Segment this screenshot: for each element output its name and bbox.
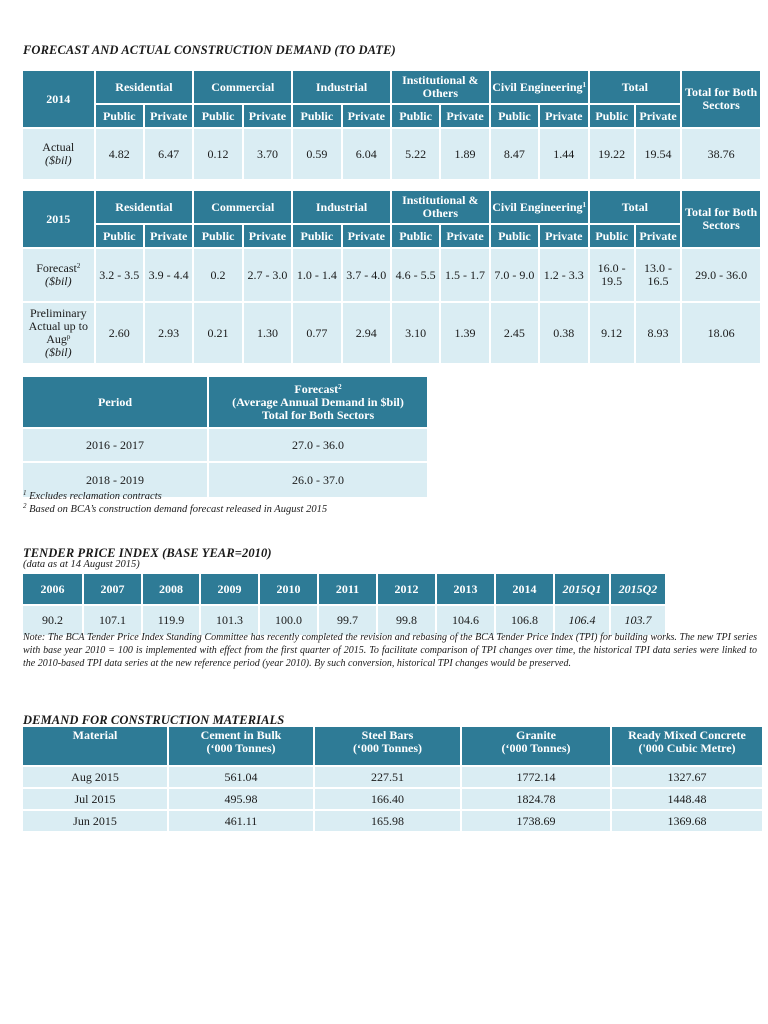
value-cell: 1448.48: [612, 789, 762, 809]
value-cell: 1.2 - 3.3: [540, 249, 587, 301]
tpi-quarter-header: 2015Q2: [611, 574, 665, 604]
tpi-quarter-header: 2015Q1: [555, 574, 609, 604]
value-cell: 1369.68: [612, 811, 762, 831]
total-both-header: Total for Both Sectors: [682, 191, 760, 247]
value-cell: 6.04: [343, 129, 390, 179]
footnote-mark: 2: [76, 262, 81, 270]
demand-table-2015: [21, 189, 762, 365]
subheader-private: Private: [145, 225, 192, 247]
tpi-table: [21, 572, 667, 637]
value-cell: 1772.14: [462, 767, 610, 787]
value-cell: 3.9 - 4.4: [145, 249, 192, 301]
section-title-materials: DEMAND FOR CONSTRUCTION MATERIALS: [23, 713, 285, 727]
subheader-public: Public: [590, 105, 634, 127]
row-label: [23, 129, 94, 179]
tpi-year-header: 2008: [143, 574, 199, 604]
subheader-public: Public: [293, 105, 340, 127]
granite-header: Granite (‘000 Tonnes): [462, 727, 610, 765]
tpi-year-header: 2010: [260, 574, 317, 604]
value-cell: 19.54: [636, 129, 680, 179]
subheader-public: Public: [590, 225, 634, 247]
row-label-text: Forecast$^2$: [36, 261, 81, 275]
table-row: [23, 249, 760, 301]
forecast-header-label: Forecast: [294, 381, 339, 396]
row-unit: ($bil): [44, 274, 72, 288]
period-forecast-table: [21, 375, 429, 499]
year-header: 2014: [23, 71, 94, 127]
demand-table-2014: [21, 69, 762, 181]
table-row: [23, 767, 762, 787]
subheader-public: Public: [293, 225, 340, 247]
category-label: Civil Engineering: [492, 199, 583, 214]
value-cell: 1327.67: [612, 767, 762, 787]
subheader-public: Public: [392, 105, 439, 127]
total-both-header: Total for Both Sectors: [682, 71, 760, 127]
subheader-private: Private: [441, 105, 488, 127]
period-cell: 2018 - 2019: [23, 463, 207, 497]
value-cell: 5.22: [392, 129, 439, 179]
tpi-note: Note: The BCA Tender Price Index Standing Committee has recently completed the revision and rebasing of the BCA Tender Price Index (TPI) for building works. The new TPI series with base year 2010 = 100 is implemented with effect from the first quarter of 2015. To facilitate comparison of TPI changes over time, the historical TPI data series were linked to the 2010-based TPI data series at the new reference period (year 2010). By such conversion, historical TPI changes would be preserved.: [23, 632, 757, 670]
category-header: Residential: [96, 191, 193, 223]
category-header: Total: [590, 71, 681, 103]
tpi-value: 101.3: [201, 606, 258, 635]
row-label: [23, 303, 94, 363]
tpi-year-header: 2014: [496, 574, 553, 604]
row-unit: ($bil): [44, 345, 72, 359]
value-cell: 3.10: [392, 303, 439, 363]
value-cell: 18.06: [682, 303, 760, 363]
value-cell: 26.0 - 37.0: [209, 463, 427, 497]
tpi-value: 99.7: [319, 606, 376, 635]
tpi-year-header: 2007: [84, 574, 141, 604]
value-cell: 0.77: [293, 303, 340, 363]
tpi-year-header: 2006: [23, 574, 82, 604]
tpi-value: 100.0: [260, 606, 317, 635]
subheader-private: Private: [343, 105, 390, 127]
value-cell: 3.70: [244, 129, 291, 179]
value-cell: 0.2: [194, 249, 241, 301]
period-header: Period: [23, 377, 207, 427]
value-cell: 166.40: [315, 789, 460, 809]
value-cell: 561.04: [169, 767, 313, 787]
forecast-header-total: Total for Both Sectors: [261, 407, 375, 422]
concrete-header: Ready Mixed Concrete ('000 Cubic Metre): [612, 727, 762, 765]
row-label: [23, 249, 94, 301]
steel-header: Steel Bars (‘000 Tonnes): [315, 727, 460, 765]
subheader-public: Public: [392, 225, 439, 247]
value-cell: 13.0 - 16.5: [636, 249, 680, 301]
subheader-private: Private: [441, 225, 488, 247]
forecast-header-subtitle: (Average Annual Demand in $bil): [232, 394, 404, 409]
subheader-private: Private: [145, 105, 192, 127]
tpi-value: 107.1: [84, 606, 141, 635]
year-header: 2015: [23, 191, 94, 247]
tpi-year-header: 2009: [201, 574, 258, 604]
value-cell: 19.22: [590, 129, 634, 179]
value-cell: 227.51: [315, 767, 460, 787]
category-header: Commercial: [194, 191, 291, 223]
value-cell: 3.2 - 3.5: [96, 249, 143, 301]
value-cell: 165.98: [315, 811, 460, 831]
forecast-header: [209, 377, 427, 427]
value-cell: 38.76: [682, 129, 760, 179]
table-row: [23, 811, 762, 831]
value-cell: 1.5 - 1.7: [441, 249, 488, 301]
subheader-private: Private: [540, 105, 587, 127]
value-cell: 0.38: [540, 303, 587, 363]
table-row: [23, 129, 760, 179]
category-header: Total: [590, 191, 681, 223]
tpi-year-header: 2013: [437, 574, 494, 604]
subheader-public: Public: [96, 105, 143, 127]
category-header: Industrial: [293, 191, 390, 223]
subheader-private: Private: [636, 105, 680, 127]
value-cell: 2.60: [96, 303, 143, 363]
footnote-mark: 1: [582, 80, 587, 89]
tpi-year-header: 2012: [378, 574, 435, 604]
tpi-value: 106.8: [496, 606, 553, 635]
subheader-private: Private: [244, 225, 291, 247]
subheader-public: Public: [491, 225, 538, 247]
subheader-private: Private: [540, 225, 587, 247]
value-cell: 461.11: [169, 811, 313, 831]
category-header: Institutional & Others: [392, 71, 489, 103]
value-cell: 0.12: [194, 129, 241, 179]
footnote-mark: p: [66, 333, 71, 341]
row-unit: ($bil): [44, 153, 72, 167]
value-cell: 2.93: [145, 303, 192, 363]
tpi-value: 90.2: [23, 606, 82, 635]
subheader-public: Public: [194, 105, 241, 127]
subheader-private: Private: [636, 225, 680, 247]
value-cell: 1.0 - 1.4: [293, 249, 340, 301]
footnote-mark: 2: [338, 382, 342, 391]
section-title-tpi: TENDER PRICE INDEX (BASE YEAR=2010): [23, 546, 272, 560]
footnote-mark: 1: [582, 200, 587, 209]
value-cell: 495.98: [169, 789, 313, 809]
month-cell: Jun 2015: [23, 811, 167, 831]
row-label-text: Actual: [42, 140, 75, 154]
value-cell: 29.0 - 36.0: [682, 249, 760, 301]
subheader-public: Public: [491, 105, 538, 127]
value-cell: 27.0 - 36.0: [209, 429, 427, 461]
month-cell: Jul 2015: [23, 789, 167, 809]
table-row: [23, 429, 427, 461]
value-cell: 3.7 - 4.0: [343, 249, 390, 301]
category-header: Residential: [96, 71, 193, 103]
tpi-subtitle: (data as at 14 August 2015): [23, 559, 140, 570]
value-cell: 2.7 - 3.0: [244, 249, 291, 301]
value-cell: 8.93: [636, 303, 680, 363]
value-cell: 6.47: [145, 129, 192, 179]
tpi-value: 119.9: [143, 606, 199, 635]
category-header: Commercial: [194, 71, 291, 103]
category-header: [491, 71, 588, 103]
tpi-value: 104.6: [437, 606, 494, 635]
category-label: Civil Engineering: [492, 79, 583, 94]
tpi-value: 103.7: [611, 606, 665, 635]
value-cell: 1824.78: [462, 789, 610, 809]
value-cell: 1.39: [441, 303, 488, 363]
month-cell: Aug 2015: [23, 767, 167, 787]
value-cell: 7.0 - 9.0: [491, 249, 538, 301]
value-cell: 1.89: [441, 129, 488, 179]
category-header: [491, 191, 588, 223]
section-title-forecast-demand: FORECAST AND ACTUAL CONSTRUCTION DEMAND (TO DATE): [23, 43, 396, 57]
materials-table: [21, 725, 764, 833]
value-cell: 0.59: [293, 129, 340, 179]
table-row: [23, 789, 762, 809]
value-cell: 1.30: [244, 303, 291, 363]
subheader-private: Private: [244, 105, 291, 127]
table-row: [23, 303, 760, 363]
value-cell: 1738.69: [462, 811, 610, 831]
footnote: $^2$ Based on BCA’s construction demand forecast released in August 2015: [23, 502, 328, 515]
tpi-value: 106.4: [555, 606, 609, 635]
period-cell: 2016 - 2017: [23, 429, 207, 461]
tpi-year-header: 2011: [319, 574, 376, 604]
subheader-public: Public: [194, 225, 241, 247]
value-cell: 0.21: [194, 303, 241, 363]
value-cell: 16.0 - 19.5: [590, 249, 634, 301]
tpi-value: 99.8: [378, 606, 435, 635]
footnote: $^1$ Excludes reclamation contracts: [23, 489, 162, 502]
value-cell: 1.44: [540, 129, 587, 179]
category-header: Institutional & Others: [392, 191, 489, 223]
subheader-private: Private: [343, 225, 390, 247]
value-cell: 9.12: [590, 303, 634, 363]
value-cell: 4.6 - 5.5: [392, 249, 439, 301]
value-cell: 4.82: [96, 129, 143, 179]
value-cell: 2.45: [491, 303, 538, 363]
subheader-public: Public: [96, 225, 143, 247]
cement-header: Cement in Bulk (‘000 Tonnes): [169, 727, 313, 765]
row-label-text: Preliminary Actual up to Aug$^p$: [28, 306, 88, 346]
value-cell: 2.94: [343, 303, 390, 363]
material-header: Material: [23, 727, 167, 765]
category-header: Industrial: [293, 71, 390, 103]
value-cell: 8.47: [491, 129, 538, 179]
